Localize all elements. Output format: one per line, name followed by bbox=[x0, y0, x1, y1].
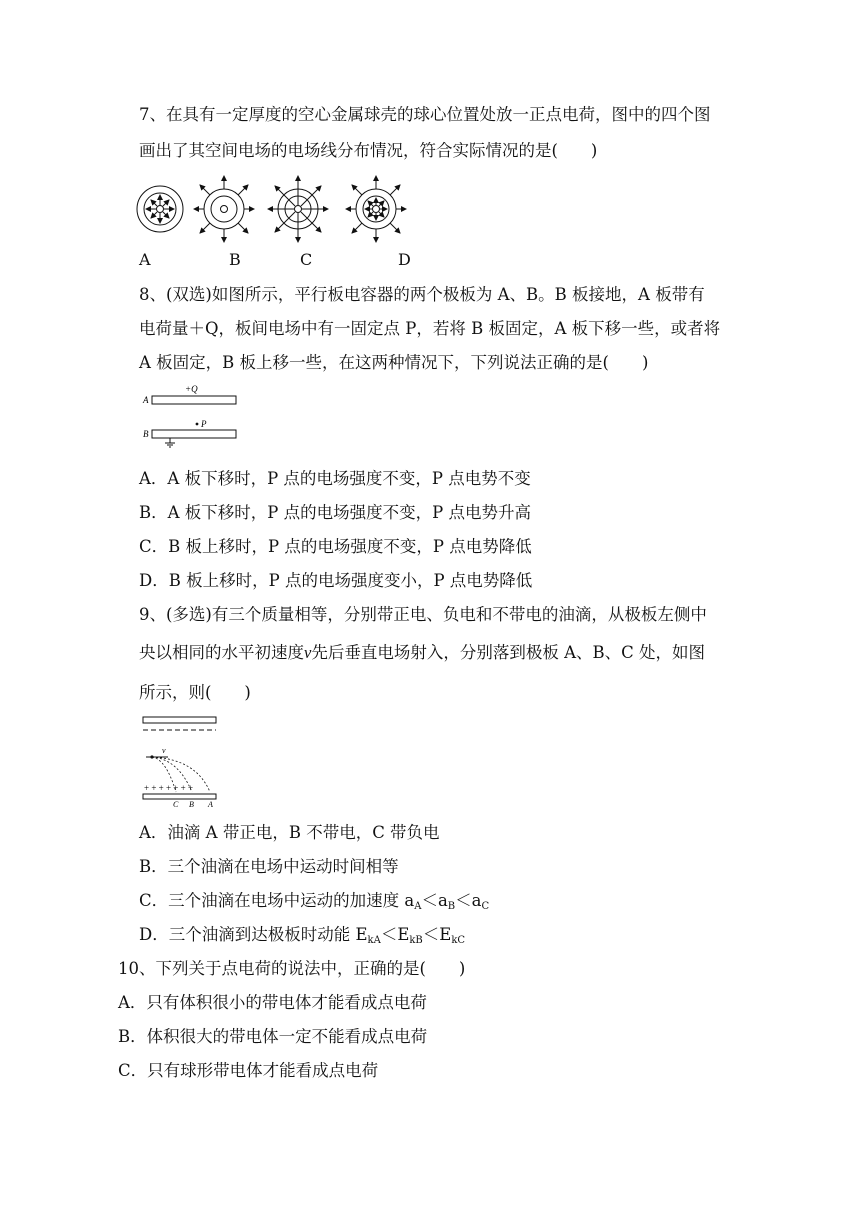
sub-kb: kB bbox=[409, 935, 423, 946]
q7-label-d: D bbox=[398, 250, 411, 269]
q7-label-a: A bbox=[139, 250, 151, 269]
q8-stem-line1: 8、(双选)如图所示，平行板电容器的两个极板为 A、B。B 板接地，A 板带有 bbox=[139, 285, 705, 304]
q9-option-d bbox=[139, 924, 465, 952]
top-plate bbox=[143, 717, 216, 723]
q10-option-c: C．只有球形带电体才能看成点电荷 bbox=[118, 1061, 379, 1080]
q9-option-b: B．三个油滴在电场中运动时间相等 bbox=[139, 857, 399, 876]
q7-label-c: C bbox=[300, 250, 313, 269]
q8-stem-line2: 电荷量＋Q，板间电场中有一固定点 P，若将 B 板固定，A 板下移一些，或者将 bbox=[139, 319, 721, 338]
q9-stem-line2-pre: 央以相同的水平初速度 bbox=[139, 643, 304, 662]
q7-figure-a bbox=[137, 186, 183, 232]
q9-option-c-mid2: ＜a bbox=[455, 891, 482, 910]
q9-option-d-text: D．三个油滴到达极板时动能 E bbox=[139, 925, 368, 944]
velocity-label: v bbox=[162, 746, 166, 755]
point-p bbox=[196, 423, 199, 426]
q9-option-c bbox=[139, 890, 489, 918]
q7-label-b: B bbox=[229, 250, 241, 269]
plate-a bbox=[152, 396, 236, 404]
q7-field-line-figures bbox=[128, 172, 408, 246]
q9-option-d-mid2: ＜E bbox=[422, 925, 452, 944]
q7-figure-c bbox=[268, 176, 328, 242]
q9-stem-line2-post: 先后垂直电场射入，分别落到极板 A、B、C 处，如图 bbox=[311, 643, 705, 662]
point-c-label: C bbox=[173, 800, 179, 808]
q10-stem: 10、下列关于点电荷的说法中，正确的是( ) bbox=[118, 959, 466, 978]
point-b-label: B bbox=[189, 800, 194, 808]
sub-a: A bbox=[414, 901, 422, 912]
bottom-plate bbox=[143, 794, 216, 799]
point-a-label: A bbox=[208, 800, 213, 808]
plate-a-label: A bbox=[143, 395, 149, 405]
point-p-label: P bbox=[201, 419, 207, 429]
q10-option-b: B．体积很大的带电体一定不能看成点电荷 bbox=[118, 1027, 428, 1046]
ground-icon bbox=[165, 438, 175, 447]
q8-stem-line3: A 板固定，B 板上移一些，在这两种情况下，下列说法正确的是( ) bbox=[139, 353, 649, 372]
q8-capacitor-figure bbox=[140, 382, 244, 448]
plate-b bbox=[152, 430, 236, 438]
q7-stem-line2: 画出了其空间电场的电场线分布情况，符合实际情况的是( ) bbox=[139, 141, 598, 160]
charge-label: +Q bbox=[185, 384, 198, 394]
q9-option-a: A．油滴 A 带正电，B 不带电，C 带负电 bbox=[139, 823, 440, 842]
q9-option-d-mid1: ＜E bbox=[380, 925, 410, 944]
q9-stem-line1: 9、(多选)有三个质量相等，分别带正电、负电和不带电的油滴，从极板左侧中 bbox=[139, 605, 707, 624]
q10-option-a: A．只有体积很小的带电体才能看成点电荷 bbox=[118, 993, 427, 1012]
velocity-symbol: v bbox=[304, 643, 312, 662]
plate-b-label: B bbox=[143, 429, 149, 439]
q9-stem-line2 bbox=[139, 642, 705, 664]
sub-c: C bbox=[481, 901, 490, 912]
sub-b: B bbox=[447, 901, 456, 912]
positive-charges: + + + + + + + bbox=[144, 783, 194, 793]
sub-kc: kC bbox=[451, 935, 466, 946]
q8-option-d: D．B 板上移时，P 点的电场强度变小，P 点电势降低 bbox=[139, 571, 533, 590]
q8-option-a: A．A 板下移时，P 点的电场强度不变，P 点电势不变 bbox=[139, 469, 531, 488]
q8-option-b: B．A 板下移时，P 点的电场强度不变，P 点电势升高 bbox=[139, 503, 531, 522]
q8-option-c: C．B 板上移时，P 点的电场强度不变，P 点电势降低 bbox=[139, 537, 532, 556]
q9-stem-line3: 所示，则( ) bbox=[139, 683, 251, 702]
q9-oil-drop-figure bbox=[138, 712, 222, 808]
q9-option-c-text: C．三个油滴在电场中运动的加速度 a bbox=[139, 891, 415, 910]
q7-figure-d bbox=[346, 176, 406, 242]
q9-option-c-mid1: ＜a bbox=[421, 891, 448, 910]
q7-figure-b bbox=[194, 176, 254, 242]
sub-ka: kA bbox=[367, 935, 381, 946]
q7-stem-line1: 7、在具有一定厚度的空心金属球壳的球心位置处放一正点电荷，图中的四个图 bbox=[139, 105, 711, 124]
